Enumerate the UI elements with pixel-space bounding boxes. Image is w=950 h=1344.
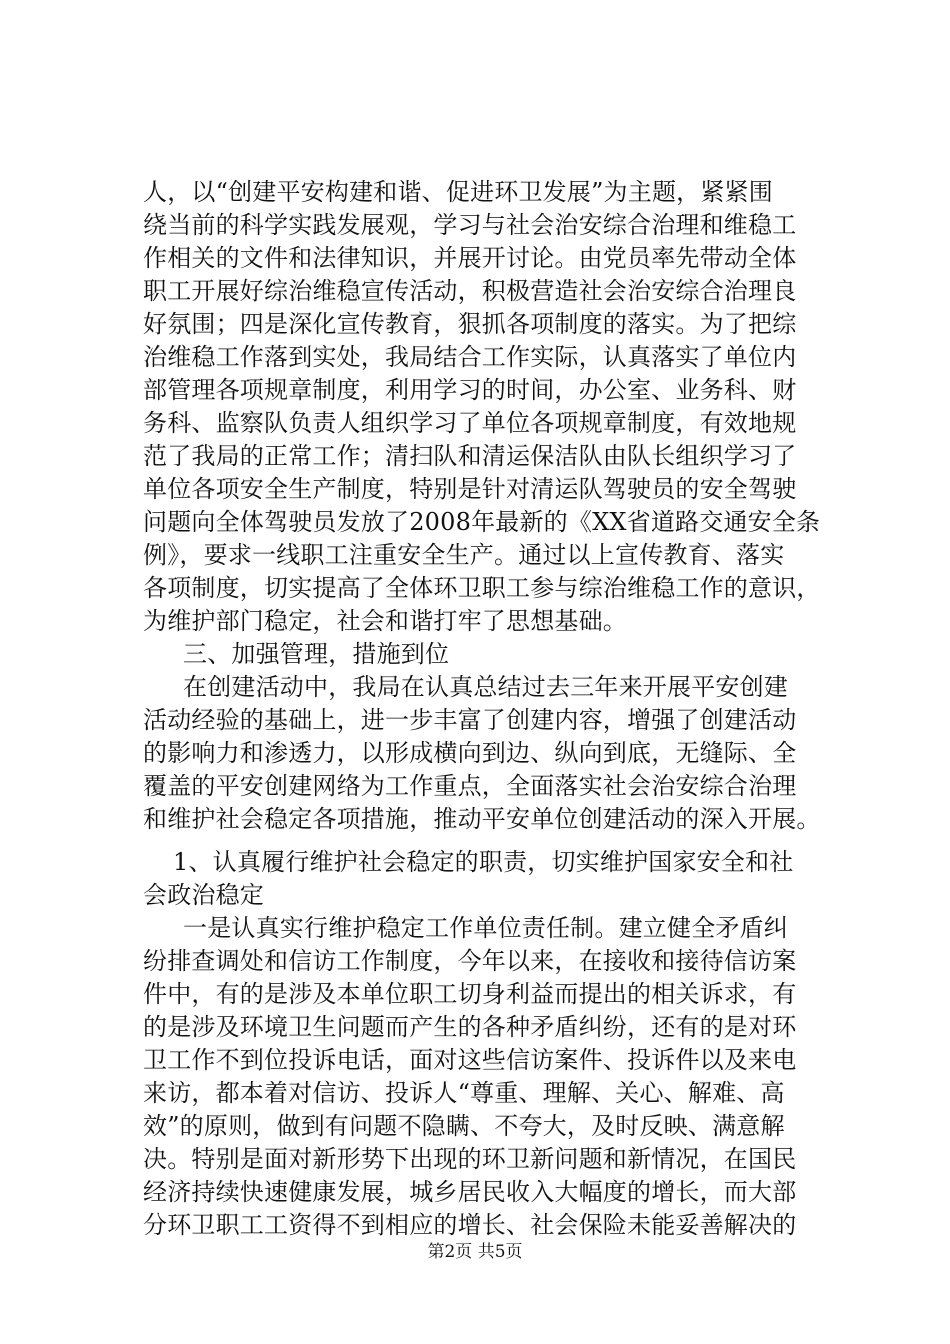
text-line: 人，以“创建平安构建和谐、促进环卫发展”为主题，紧紧围 (143, 178, 773, 206)
text-line: 在创建活动中，我局在认真总结过去三年来开展平安创建 (183, 673, 788, 701)
text-line: 务科、监察队负责人组织学习了单位各项规章制度，有效地规 (143, 409, 797, 437)
text-line: 例》，要求一线职工注重安全生产。通过以上宣传教育、落实 (143, 541, 785, 569)
subheading-line: 会政治稳定 (143, 881, 264, 909)
text-line: 和维护社会稳定各项措施，推动平安单位创建活动的深入开展。 (143, 805, 821, 833)
text-line: 纷排查调处和信访工作制度，今年以来，在接收和接待信访案 (143, 947, 797, 975)
text-line: 职工开展好综治维稳宣传活动，积极营造社会治安综合治理良 (143, 277, 797, 305)
text-line: 问题向全体驾驶员发放了2008年最新的《XX省道路交通安全条 (143, 508, 821, 536)
text-line: 各项制度，切实提高了全体环卫职工参与综治维稳工作的意识， (143, 574, 821, 602)
text-line: 范了我局的正常工作；清扫队和清运保洁队由队长组织学习了 (143, 442, 797, 470)
page-footer: 第2页 共5页 (427, 1242, 523, 1262)
text-line: 覆盖的平安创建网络为工作重点，全面落实社会治安综合治理 (143, 772, 797, 800)
text-line: 绕当前的科学实践发展观，学习与社会治安综合治理和维稳工 (143, 211, 797, 239)
text-line: 活动经验的基础上，进一步丰富了创建内容，增强了创建活动 (143, 706, 797, 734)
text-line: 件中，有的是涉及本单位职工切身利益而提出的相关诉求，有 (143, 980, 797, 1008)
text-line: 单位各项安全生产制度，特别是针对清运队驾驶员的安全驾驶 (143, 475, 797, 503)
paragraph-1 (143, 176, 843, 836)
text-line: 部管理各项规章制度，利用学习的时间，办公室、业务科、财 (143, 376, 797, 404)
paragraph-2 (143, 846, 843, 1242)
text-line: 的是涉及环境卫生问题而产生的各种矛盾纠纷，还有的是对环 (143, 1013, 797, 1041)
text-line: 治维稳工作落到实处，我局结合工作实际，认真落实了单位内 (143, 343, 797, 371)
text-line: 好氛围；四是深化宣传教育，狠抓各项制度的落实。为了把综 (143, 310, 797, 338)
text-line: 来访，都本着对信访、投诉人“尊重、理解、关心、解难、高 (143, 1079, 785, 1107)
section-heading-3: 三、加强管理，措施到位 (183, 640, 450, 668)
text-line: 效”的原则，做到有问题不隐瞒、不夸大，及时反映、满意解 (143, 1112, 785, 1140)
text-line: 卫工作不到位投诉电话，面对这些信访案件、投诉件以及来电 (143, 1046, 797, 1074)
text-line: 经济持续快速健康发展，城乡居民收入大幅度的增长，而大部 (143, 1178, 797, 1206)
text-line: 为维护部门稳定，社会和谐打牢了思想基础。 (143, 607, 627, 635)
text-line: 决。特别是面对新形势下出现的环卫新问题和新情况，在国民 (143, 1145, 797, 1173)
text-line: 作相关的文件和法律知识，并展开讨论。由党员率先带动全体 (143, 244, 797, 272)
text-line: 的影响力和渗透力，以形成横向到边、纵向到底，无缝际、全 (143, 739, 797, 767)
text-line: 一是认真实行维护稳定工作单位责任制。建立健全矛盾纠 (183, 914, 788, 942)
text-line: 分环卫职工工资得不到相应的增长、社会保险未能妥善解决的 (143, 1211, 797, 1239)
subheading-line: 1、认真履行维护社会稳定的职责，切实维护国家安全和社 (173, 848, 794, 876)
